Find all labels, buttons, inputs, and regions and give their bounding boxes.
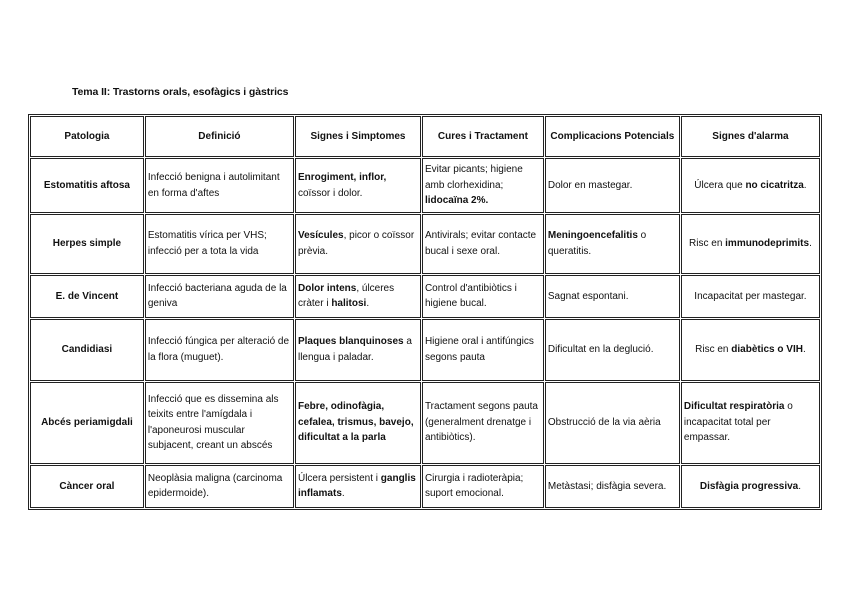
alarma-post: . xyxy=(803,179,807,191)
alarma-emphasis: no cicatritza xyxy=(745,179,804,191)
cell-alarma xyxy=(681,465,820,508)
signes-text: coïssor i dolor. xyxy=(297,187,363,199)
cures-emphasis: lidocaïna 2%. xyxy=(424,195,489,207)
table-row xyxy=(30,319,820,381)
cell-patologia: Estomatitis aftosa xyxy=(30,158,144,213)
document-title: Tema II: Trastorns orals, esofàgics i gàstrics xyxy=(72,86,289,98)
alarma-text: Risc en xyxy=(689,238,726,250)
alarma-post: . xyxy=(798,480,802,492)
cell-cures: Cirurgia i radioteràpia; suport emocional. xyxy=(422,465,544,508)
signes-post: . xyxy=(341,488,345,500)
signes-emphasis: Enrogiment, inflor, xyxy=(297,172,387,184)
signes-post: . xyxy=(366,298,370,310)
signes-text: a llengua i paladar. xyxy=(297,336,412,363)
header-complicacions: Complicacions Potencials xyxy=(545,116,680,157)
cell-cures: Higiene oral i antifúngics segons pauta xyxy=(422,319,544,381)
pathology-table xyxy=(28,114,822,510)
cell-signes xyxy=(295,465,421,508)
cell-patologia: Abcés periamigdali xyxy=(30,382,144,464)
cell-definicio: Neoplàsia maligna (carcinoma epidermoide). xyxy=(145,465,294,508)
cell-patologia: Candidiasi xyxy=(30,319,144,381)
cell-complicacions: Metàstasi; disfàgia severa. xyxy=(545,465,680,508)
header-alarma: Signes d'alarma xyxy=(681,116,820,157)
cell-alarma: Incapacitat per mastegar. xyxy=(681,275,820,318)
compl-text: o queratitis. xyxy=(547,230,647,257)
cell-complicacions: Dificultat en la deglució. xyxy=(545,319,680,381)
cell-definicio: Infecció fúngica per alteració de la flora (muguet). xyxy=(145,319,294,381)
cell-alarma xyxy=(681,319,820,381)
signes-emphasis: ganglis inflamats xyxy=(297,472,416,500)
cell-signes xyxy=(295,319,421,381)
signes-emphasis-2: halitosi xyxy=(331,298,367,310)
cell-alarma xyxy=(681,158,820,213)
signes-emphasis: Vesícules xyxy=(297,230,344,242)
cell-complicacions xyxy=(545,214,680,273)
alarma-text: Risc en xyxy=(695,343,732,355)
header-definicio: Definició xyxy=(145,116,294,157)
signes-emphasis: Dolor intens xyxy=(297,282,357,294)
cell-definicio: Infecció benigna i autolimitant en forma d'aftes xyxy=(145,158,294,213)
table-row xyxy=(30,465,820,508)
signes-text: , picor o coïssor prèvia. xyxy=(297,230,415,257)
signes-text: Úlcera persistent i xyxy=(297,472,381,484)
cell-cures xyxy=(422,158,544,213)
alarma-text: o incapacitat total per empassar. xyxy=(683,401,793,444)
header-patologia: Patologia xyxy=(30,116,144,157)
compl-emphasis: Meningoencefalitis xyxy=(547,230,638,242)
alarma-emphasis: Disfàgia progressiva xyxy=(699,480,799,492)
cell-complicacions: Sagnat espontani. xyxy=(545,275,680,318)
cell-cures: Antivirals; evitar contacte bucal i sexe oral. xyxy=(422,214,544,273)
table-row xyxy=(30,275,820,318)
cell-alarma xyxy=(681,214,820,273)
cell-definicio: Estomatitis vírica per VHS; infecció per a tota la vida xyxy=(145,214,294,273)
alarma-text: Úlcera que xyxy=(694,179,746,191)
alarma-post: . xyxy=(809,238,812,250)
cell-complicacions: Obstrucció de la via aèria xyxy=(545,382,680,464)
signes-text: , úlceres cràter i xyxy=(297,282,395,310)
header-signes: Signes i Simptomes xyxy=(295,116,421,157)
signes-emphasis: Plaques blanquinoses xyxy=(297,336,404,348)
cell-cures: Control d'antibiòtics i higiene bucal. xyxy=(422,275,544,318)
table-header-row xyxy=(30,116,820,157)
cell-definicio: Infecció que es dissemina als teixits entre l'amígdala i l'aponeurosi muscular subjacent, creant un abscés xyxy=(145,382,294,464)
alarma-emphasis: Dificultat respiratòria xyxy=(683,401,785,413)
cell-patologia: E. de Vincent xyxy=(30,275,144,318)
cell-patologia: Herpes simple xyxy=(30,214,144,273)
cell-signes xyxy=(295,214,421,273)
alarma-emphasis: immunodeprimits xyxy=(725,238,810,250)
alarma-post: . xyxy=(802,343,806,355)
cell-patologia: Càncer oral xyxy=(30,465,144,508)
cures-text: Evitar picants; higiene amb clorhexidina; xyxy=(424,164,523,191)
table-row xyxy=(30,158,820,213)
cell-signes xyxy=(295,158,421,213)
table-row xyxy=(30,382,820,464)
cell-definicio: Infecció bacteriana aguda de la geniva xyxy=(145,275,294,318)
cell-alarma xyxy=(681,382,820,464)
signes-emphasis: Febre, odinofàgia, cefalea, trismus, bavejo, dificultat a la parla xyxy=(297,401,414,444)
alarma-emphasis: diabètics o VIH xyxy=(731,343,803,355)
table-row xyxy=(30,214,820,273)
cell-signes xyxy=(295,275,421,318)
header-cures: Cures i Tractament xyxy=(422,116,544,157)
cell-complicacions: Dolor en mastegar. xyxy=(545,158,680,213)
cell-signes xyxy=(295,382,421,464)
cell-cures: Tractament segons pauta (generalment drenatge i antibiòtics). xyxy=(422,382,544,464)
